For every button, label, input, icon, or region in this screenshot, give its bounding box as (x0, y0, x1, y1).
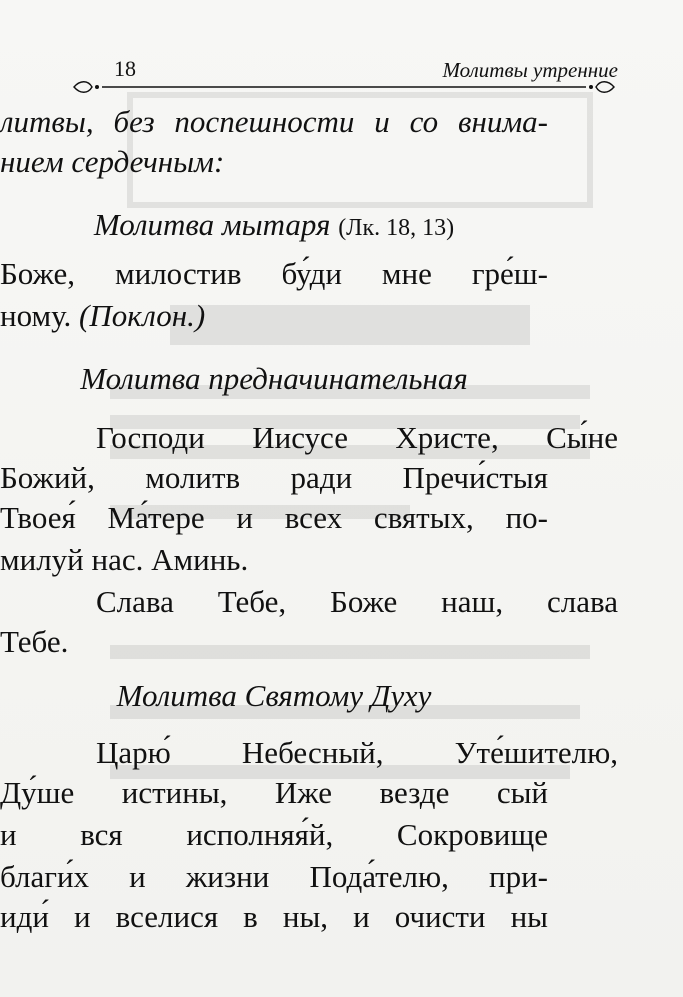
text-line: Божий, молитв ради Пречи́стыя (0, 460, 548, 495)
text-fragment: ному. (0, 298, 72, 333)
prayer-heading: Молитва предначинательная (80, 361, 468, 396)
text-line: милуй нас. Аминь. (0, 542, 249, 577)
text-line: Ду́ше истины, Иже везде сый (0, 775, 548, 810)
text-line: Твоея́ Ма́тере и всех святых, по- (0, 500, 548, 535)
text-line: Боже, милостив бу́ди мне гре́ш- (0, 256, 548, 291)
prayer-heading: Молитва Святому Духу (116, 678, 432, 713)
text-line: иди́ и вселися в ны, и очисти ны (0, 899, 548, 934)
text-line: нием сердечным: (0, 144, 225, 179)
prayer-heading (0, 205, 548, 248)
page-number: 18 (114, 56, 136, 81)
header-rule (70, 80, 618, 94)
text-line: и вся исполняя́й, Сокровище (0, 817, 548, 852)
text-line (0, 296, 548, 336)
text-line: литвы, без поспешности и со внима- (0, 104, 548, 139)
text-line: Царю́ Небесный, Уте́шителю, (96, 735, 618, 770)
text-line: Господи Иисусе Христе, Сы́не (96, 420, 618, 455)
text-line: благи́х и жизни Пода́телю, при- (0, 859, 548, 894)
scripture-reference: (Лк. 18, 13) (338, 215, 455, 241)
text-line: Тебе. (0, 624, 69, 659)
text-line: Слава Тебе, Боже наш, слава (96, 584, 618, 619)
running-title: Молитвы утренние (442, 58, 618, 82)
rubric-note: (Поклон.) (79, 298, 206, 333)
prayer-heading-title: Молитва мытаря (93, 207, 331, 242)
